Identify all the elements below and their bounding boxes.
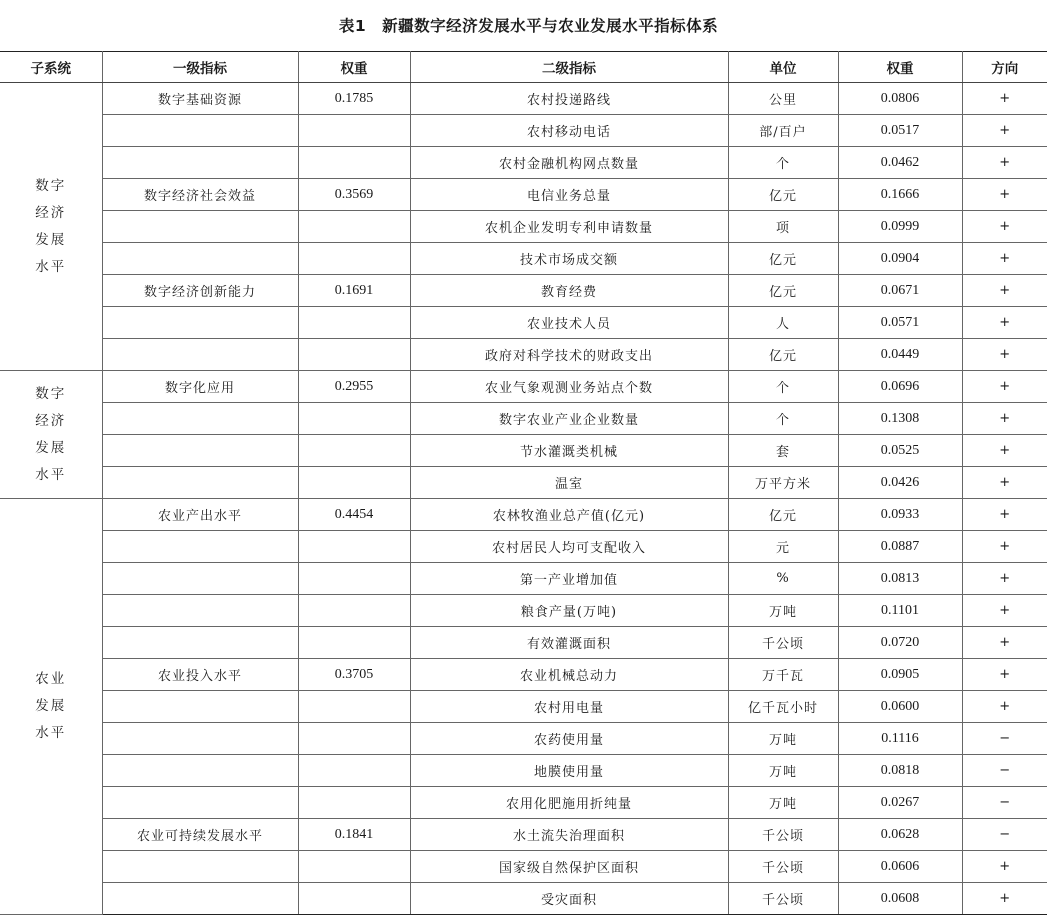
- subsystem-label-line: 发展: [35, 439, 67, 456]
- level2-indicator-cell: 农业技术人员: [410, 307, 728, 339]
- table-row: [0, 691, 1047, 723]
- table-row: [0, 147, 1047, 179]
- level1-weight-cell: [298, 595, 410, 627]
- direction-cell: +: [962, 307, 1047, 339]
- direction-cell: +: [962, 179, 1047, 211]
- level2-weight-cell: 0.0426: [838, 467, 962, 499]
- level1-indicator-cell: [102, 467, 298, 499]
- level1-weight-cell: 0.2955: [298, 371, 410, 403]
- unit-cell: 千公顷: [728, 883, 838, 915]
- direction-cell: +: [962, 371, 1047, 403]
- unit-cell: 亿元: [728, 499, 838, 531]
- direction-cell: +: [962, 339, 1047, 371]
- direction-cell: +: [962, 403, 1047, 435]
- level1-indicator-cell: [102, 435, 298, 467]
- level2-indicator-cell: 农机企业发明专利申请数量: [410, 211, 728, 243]
- level1-indicator-cell: [102, 243, 298, 275]
- level1-indicator-cell: [102, 147, 298, 179]
- level1-indicator-cell: [102, 339, 298, 371]
- level1-weight-cell: 0.3705: [298, 659, 410, 691]
- subsystem-label-line: 经济: [35, 412, 67, 429]
- level2-indicator-cell: 节水灌溉类机械: [410, 435, 728, 467]
- level1-indicator-cell: 数字经济社会效益: [102, 179, 298, 211]
- table-row: [0, 179, 1047, 211]
- unit-cell: 亿元: [728, 179, 838, 211]
- unit-cell: 万吨: [728, 723, 838, 755]
- level2-indicator-cell: 第一产业增加值: [410, 563, 728, 595]
- subsystem-label-line: 水平: [35, 725, 67, 741]
- direction-cell: +: [962, 851, 1047, 883]
- table-body: [0, 83, 1047, 915]
- level2-weight-cell: 0.0525: [838, 435, 962, 467]
- unit-cell: 千公顷: [728, 627, 838, 659]
- direction-cell: +: [962, 467, 1047, 499]
- header-row: [0, 52, 1047, 83]
- unit-cell: 万吨: [728, 595, 838, 627]
- level1-weight-cell: [298, 755, 410, 787]
- level1-weight-cell: [298, 787, 410, 819]
- table-row: [0, 531, 1047, 563]
- level2-indicator-cell: 受灾面积: [410, 883, 728, 915]
- direction-cell: +: [962, 627, 1047, 659]
- level1-weight-cell: [298, 339, 410, 371]
- unit-cell: 亿元: [728, 339, 838, 371]
- subsystem-cell: [0, 371, 102, 499]
- direction-cell: +: [962, 563, 1047, 595]
- header-unit: 单位: [728, 52, 838, 83]
- level1-weight-cell: [298, 467, 410, 499]
- level1-indicator-cell: [102, 851, 298, 883]
- subsystem-cell: [0, 83, 102, 371]
- level1-weight-cell: [298, 243, 410, 275]
- level2-indicator-cell: 粮食产量(万吨): [410, 595, 728, 627]
- level1-indicator-cell: [102, 307, 298, 339]
- direction-cell: +: [962, 275, 1047, 307]
- direction-cell: +: [962, 83, 1047, 115]
- table-row: [0, 243, 1047, 275]
- level2-weight-cell: 0.0449: [838, 339, 962, 371]
- level1-weight-cell: 0.1841: [298, 819, 410, 851]
- level2-indicator-cell: 有效灌溉面积: [410, 627, 728, 659]
- level1-indicator-cell: [102, 723, 298, 755]
- subsystem-label-line: 数字: [35, 177, 67, 194]
- level2-weight-cell: 0.0628: [838, 819, 962, 851]
- level1-weight-cell: [298, 563, 410, 595]
- direction-cell: +: [962, 883, 1047, 915]
- level2-indicator-cell: 农村移动电话: [410, 115, 728, 147]
- level2-indicator-cell: 教育经费: [410, 275, 728, 307]
- level1-weight-cell: [298, 883, 410, 915]
- table-row: [0, 595, 1047, 627]
- unit-cell: 套: [728, 435, 838, 467]
- level1-weight-cell: [298, 403, 410, 435]
- direction-cell: +: [962, 595, 1047, 627]
- level1-indicator-cell: 数字化应用: [102, 371, 298, 403]
- level1-weight-cell: [298, 627, 410, 659]
- table-row: [0, 435, 1047, 467]
- level2-weight-cell: 0.0904: [838, 243, 962, 275]
- unit-cell: 个: [728, 147, 838, 179]
- level2-indicator-cell: 农药使用量: [410, 723, 728, 755]
- level1-indicator-cell: [102, 883, 298, 915]
- level1-indicator-cell: 数字经济创新能力: [102, 275, 298, 307]
- level2-indicator-cell: 地膜使用量: [410, 755, 728, 787]
- unit-cell: 万千瓦: [728, 659, 838, 691]
- level2-weight-cell: 0.0671: [838, 275, 962, 307]
- unit-cell: 亿元: [728, 275, 838, 307]
- direction-cell: −: [962, 819, 1047, 851]
- level1-indicator-cell: [102, 755, 298, 787]
- level1-weight-cell: 0.1785: [298, 83, 410, 115]
- table-row: [0, 627, 1047, 659]
- header-level1-indicator: 一级指标: [102, 52, 298, 83]
- level2-indicator-cell: 农业气象观测业务站点个数: [410, 371, 728, 403]
- table-row: [0, 755, 1047, 787]
- level2-indicator-cell: 农村居民人均可支配收入: [410, 531, 728, 563]
- subsystem-label-line: 发展: [35, 698, 67, 714]
- level2-weight-cell: 0.1666: [838, 179, 962, 211]
- table-row: [0, 467, 1047, 499]
- table-row: [0, 563, 1047, 595]
- direction-cell: +: [962, 531, 1047, 563]
- unit-cell: 公里: [728, 83, 838, 115]
- table-row: [0, 115, 1047, 147]
- unit-cell: 个: [728, 403, 838, 435]
- indicator-table: [0, 51, 1047, 915]
- unit-cell: 人: [728, 307, 838, 339]
- unit-cell: 万吨: [728, 755, 838, 787]
- direction-cell: +: [962, 659, 1047, 691]
- subsystem-label-line: 农业: [35, 671, 67, 687]
- unit-cell: 万吨: [728, 787, 838, 819]
- header-level1-weight: 权重: [298, 52, 410, 83]
- level1-weight-cell: 0.4454: [298, 499, 410, 531]
- header-level2-indicator: 二级指标: [410, 52, 728, 83]
- unit-cell: 亿元: [728, 243, 838, 275]
- level2-weight-cell: 0.0806: [838, 83, 962, 115]
- table-row: [0, 659, 1047, 691]
- level1-weight-cell: [298, 147, 410, 179]
- level2-indicator-cell: 农业机械总动力: [410, 659, 728, 691]
- level2-indicator-cell: 农村用电量: [410, 691, 728, 723]
- level2-weight-cell: 0.0608: [838, 883, 962, 915]
- subsystem-label-line: 发展: [35, 231, 67, 248]
- direction-cell: −: [962, 755, 1047, 787]
- subsystem-label-line: 水平: [35, 466, 67, 483]
- level2-weight-cell: 0.1116: [838, 723, 962, 755]
- table-row: [0, 339, 1047, 371]
- level1-indicator-cell: 农业产出水平: [102, 499, 298, 531]
- unit-cell: 元: [728, 531, 838, 563]
- subsystem-label-line: 经济: [35, 204, 67, 221]
- table-row: [0, 819, 1047, 851]
- direction-cell: +: [962, 499, 1047, 531]
- level2-weight-cell: 0.0517: [838, 115, 962, 147]
- level1-indicator-cell: 农业可持续发展水平: [102, 819, 298, 851]
- level2-weight-cell: 0.0600: [838, 691, 962, 723]
- level1-weight-cell: 0.3569: [298, 179, 410, 211]
- level1-indicator-cell: [102, 403, 298, 435]
- unit-cell: 千公顷: [728, 819, 838, 851]
- level2-indicator-cell: 农村金融机构网点数量: [410, 147, 728, 179]
- level2-weight-cell: 0.0818: [838, 755, 962, 787]
- level1-indicator-cell: 农业投入水平: [102, 659, 298, 691]
- level1-weight-cell: [298, 435, 410, 467]
- level2-weight-cell: 0.0571: [838, 307, 962, 339]
- direction-cell: +: [962, 147, 1047, 179]
- table-row: [0, 883, 1047, 915]
- unit-cell: 千公顷: [728, 851, 838, 883]
- direction-cell: +: [962, 435, 1047, 467]
- table-row: [0, 787, 1047, 819]
- level1-weight-cell: [298, 307, 410, 339]
- subsystem-label-line: 数字: [35, 385, 67, 402]
- header-subsystem: 子系统: [0, 52, 102, 83]
- table-row: [0, 851, 1047, 883]
- level2-weight-cell: 0.0606: [838, 851, 962, 883]
- level2-weight-cell: 0.0887: [838, 531, 962, 563]
- level2-indicator-cell: 电信业务总量: [410, 179, 728, 211]
- level1-weight-cell: [298, 211, 410, 243]
- table-title: 表1 新疆数字经济发展水平与农业发展水平指标体系: [338, 17, 719, 35]
- level1-weight-cell: [298, 723, 410, 755]
- header-level2-weight: 权重: [838, 52, 962, 83]
- level1-indicator-cell: 数字基础资源: [102, 83, 298, 115]
- level1-indicator-cell: [102, 563, 298, 595]
- level2-weight-cell: 0.0696: [838, 371, 962, 403]
- unit-cell: 亿千瓦小时: [728, 691, 838, 723]
- level2-indicator-cell: 温室: [410, 467, 728, 499]
- level1-indicator-cell: [102, 595, 298, 627]
- level2-weight-cell: 0.0267: [838, 787, 962, 819]
- level1-weight-cell: 0.1691: [298, 275, 410, 307]
- direction-cell: +: [962, 243, 1047, 275]
- table-row: [0, 371, 1047, 403]
- level2-indicator-cell: 政府对科学技术的财政支出: [410, 339, 728, 371]
- subsystem-cell: [0, 499, 102, 915]
- level1-weight-cell: [298, 115, 410, 147]
- level2-weight-cell: 0.1308: [838, 403, 962, 435]
- level2-indicator-cell: 数字农业产业企业数量: [410, 403, 728, 435]
- unit-cell: 部/百户: [728, 115, 838, 147]
- unit-cell: %: [728, 563, 838, 595]
- level2-weight-cell: 0.1101: [838, 595, 962, 627]
- level2-indicator-cell: 国家级自然保护区面积: [410, 851, 728, 883]
- level2-weight-cell: 0.0462: [838, 147, 962, 179]
- unit-cell: 项: [728, 211, 838, 243]
- level1-indicator-cell: [102, 211, 298, 243]
- direction-cell: +: [962, 115, 1047, 147]
- level2-weight-cell: 0.0813: [838, 563, 962, 595]
- level1-weight-cell: [298, 851, 410, 883]
- direction-cell: +: [962, 211, 1047, 243]
- level1-indicator-cell: [102, 115, 298, 147]
- level1-indicator-cell: [102, 787, 298, 819]
- unit-cell: 个: [728, 371, 838, 403]
- level1-indicator-cell: [102, 691, 298, 723]
- level1-weight-cell: [298, 531, 410, 563]
- table-row: [0, 499, 1047, 531]
- subsystem-label-line: 水平: [35, 258, 67, 275]
- level2-weight-cell: 0.0933: [838, 499, 962, 531]
- table-row: [0, 83, 1047, 115]
- level2-weight-cell: 0.0720: [838, 627, 962, 659]
- direction-cell: +: [962, 691, 1047, 723]
- level2-weight-cell: 0.0999: [838, 211, 962, 243]
- header-direction: 方向: [962, 52, 1047, 83]
- level1-weight-cell: [298, 691, 410, 723]
- level2-indicator-cell: 农用化肥施用折纯量: [410, 787, 728, 819]
- level2-indicator-cell: 技术市场成交额: [410, 243, 728, 275]
- direction-cell: −: [962, 787, 1047, 819]
- table-row: [0, 211, 1047, 243]
- table-row: [0, 275, 1047, 307]
- level2-indicator-cell: 水土流失治理面积: [410, 819, 728, 851]
- level2-weight-cell: 0.0905: [838, 659, 962, 691]
- table-row: [0, 403, 1047, 435]
- direction-cell: −: [962, 723, 1047, 755]
- level2-indicator-cell: 农林牧渔业总产值(亿元): [410, 499, 728, 531]
- table-row: [0, 307, 1047, 339]
- level2-indicator-cell: 农村投递路线: [410, 83, 728, 115]
- level1-indicator-cell: [102, 531, 298, 563]
- unit-cell: 万平方米: [728, 467, 838, 499]
- level1-indicator-cell: [102, 627, 298, 659]
- table-row: [0, 723, 1047, 755]
